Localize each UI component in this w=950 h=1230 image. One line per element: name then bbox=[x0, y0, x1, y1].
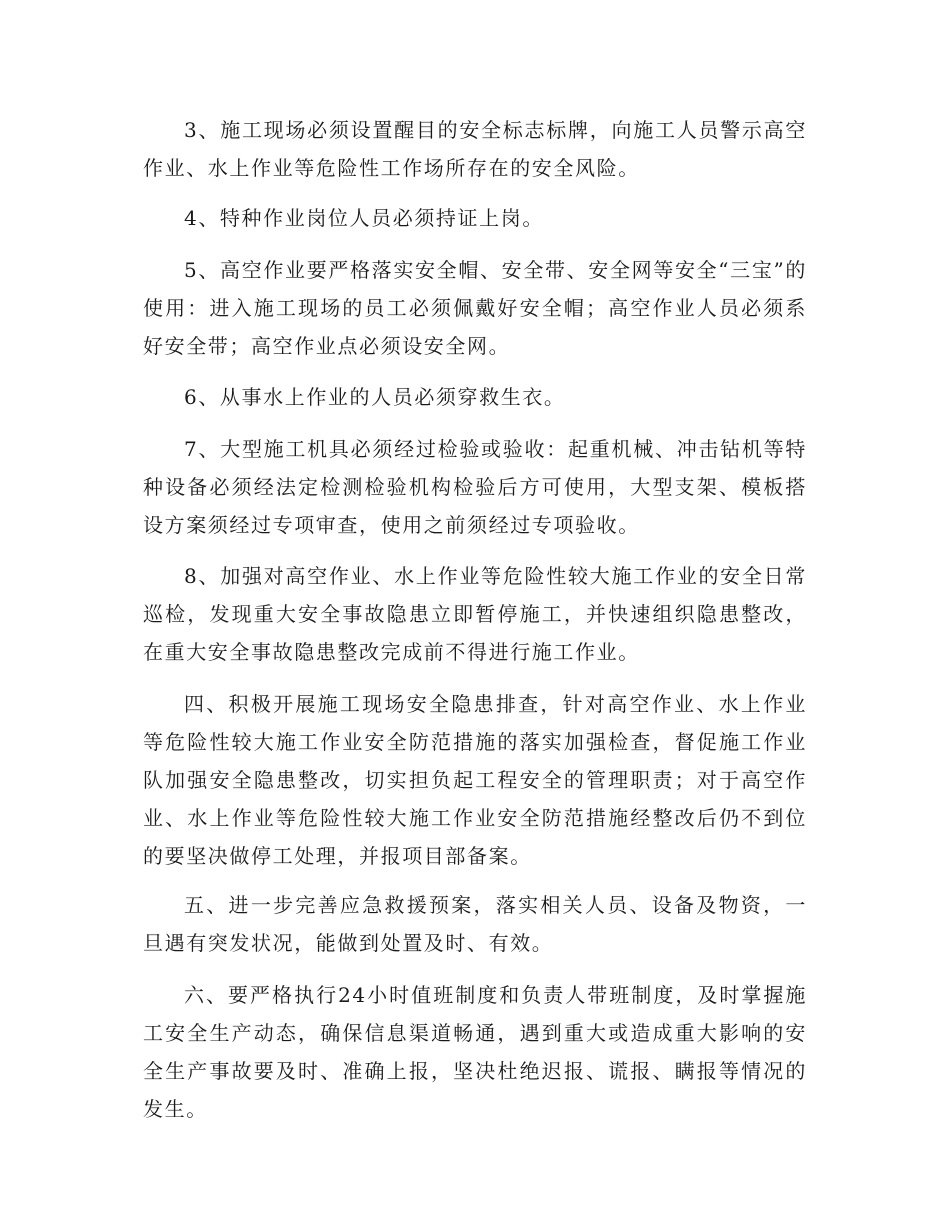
paragraph-item-3: 3、施工现场必须设置醒目的安全标志标牌，向施工人员警示高空作业、水上作业等危险性工作场所存在的安全风险。 bbox=[143, 118, 807, 180]
paragraph-section-6: 六、要严格执行24小时值班制度和负责人带班制度，及时掌握施工安全生产动态，确保信息渠道畅通，遇到重大或造成重大影响的安全生产事故要及时、准确上报，坚决杜绝迟报、谎报、瞒报等情况的发生。 bbox=[143, 983, 807, 1121]
paragraph-item-6: 6、从事水上作业的人员必须穿救生衣。 bbox=[184, 385, 566, 409]
paragraph-section-4: 四、积极开展施工现场安全隐患排查，针对高空作业、水上作业等危险性较大施工作业安全防范措施的落实加强检查，督促施工作业队加强安全隐患整改，切实担负起工程安全的管理职责；对于高空作业、水上作业等危险性较大施工作业安全防范措施经整改后仍不到位的要坚决做停工处理，并报项目部备案。 bbox=[143, 692, 807, 868]
paragraph-section-5: 五、进一步完善应急救援预案，落实相关人员、设备及物资，一旦遇有突发状况，能做到处置及时、有效。 bbox=[143, 893, 807, 955]
paragraph-item-8: 8、加强对高空作业、水上作业等危险性较大施工作业的安全日常巡检，发现重大安全事故隐患立即暂停施工，并快速组织隐患整改，在重大安全事故隐患整改完成前不得进行施工作业。 bbox=[143, 564, 807, 664]
paragraph-item-4: 4、特种作业岗位人员必须持证上岗。 bbox=[184, 206, 544, 230]
paragraph-item-5: 5、高空作业要严格落实安全帽、安全带、安全网等安全“三宝”的使用：进入施工现场的员工必须佩戴好安全帽；高空作业人员必须系好安全带；高空作业点必须设安全网。 bbox=[143, 258, 807, 358]
paragraph-item-7: 7、大型施工机具必须经过检验或验收：起重机械、冲击钻机等特种设备必须经法定检测检验机构检验后方可使用，大型支架、模板搭设方案须经过专项审查，使用之前须经过专项验收。 bbox=[143, 437, 807, 537]
